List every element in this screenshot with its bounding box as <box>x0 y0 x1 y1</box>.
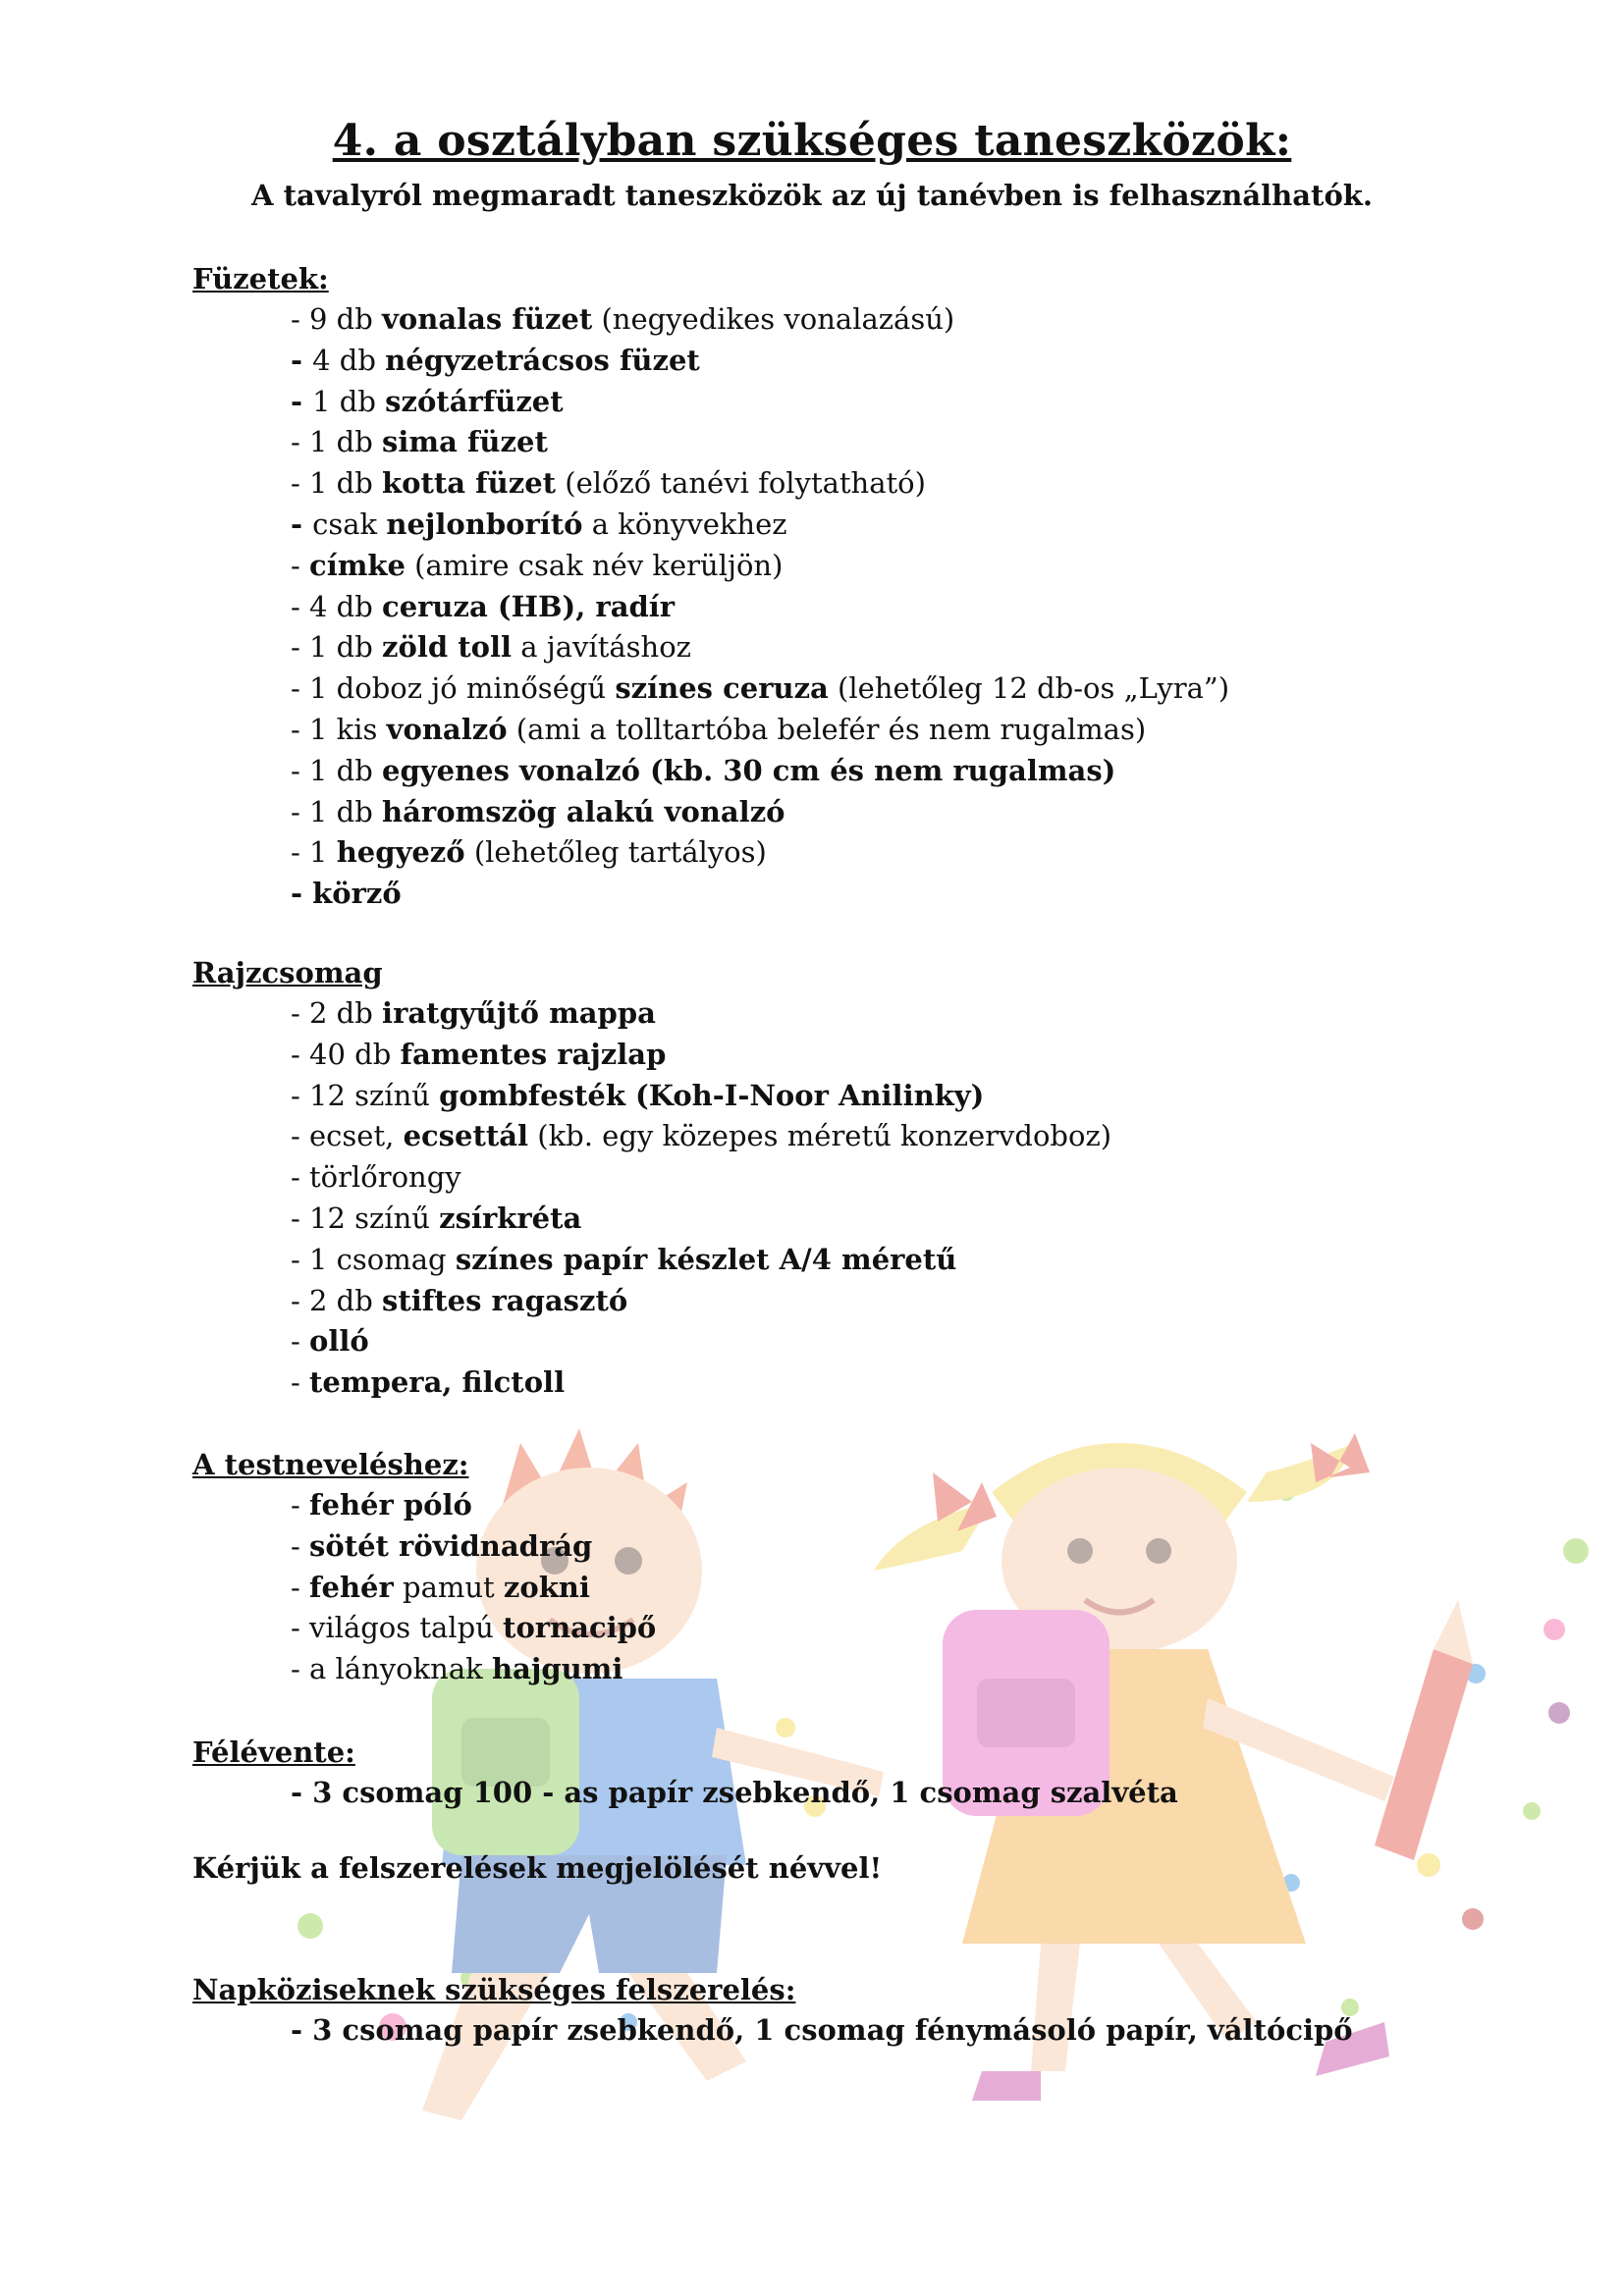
item-text: háromszög alakú vonalzó <box>382 794 785 828</box>
list-item <box>192 1568 1469 1609</box>
item-text: 1 db <box>312 384 386 418</box>
list-item <box>192 1321 1469 1362</box>
list-item <box>192 1199 1469 1240</box>
list-item <box>192 1157 1469 1199</box>
page-title: 4. a osztályban szükséges taneszközök: <box>332 116 1292 166</box>
item-text: tornacipő <box>503 1611 657 1645</box>
item-text: egyenes vonalzó (kb. 30 cm és nem rugalmas) <box>382 753 1116 787</box>
item-text: - világos talpú <box>291 1611 504 1645</box>
list-item <box>192 1485 1469 1526</box>
list-item <box>192 1116 1469 1157</box>
item-text: szótárfüzet <box>385 384 564 418</box>
item-text: - 3 csomag papír zsebkendő, 1 csomag fénymásoló papír, váltócipő <box>291 2013 1353 2047</box>
section-napkozis <box>192 1969 1469 2052</box>
item-text: - <box>291 1528 310 1563</box>
item-text: - 9 db <box>291 302 383 336</box>
item-text: stiftes ragasztó <box>382 1283 628 1317</box>
item-text: 4 db <box>312 343 386 377</box>
list-item <box>192 627 1469 668</box>
item-text: - <box>291 1570 310 1604</box>
item-text: a javításhoz <box>512 630 691 665</box>
item-list-napkozis <box>192 2010 1469 2052</box>
item-text: vonalzó <box>386 712 508 746</box>
item-text: kotta füzet <box>382 466 557 501</box>
list-item <box>192 1076 1469 1117</box>
list-item <box>192 1526 1469 1568</box>
item-text: (lehetőleg tartályos) <box>464 835 767 870</box>
item-text: - a lányoknak <box>291 1652 492 1686</box>
item-text: - 1 db <box>291 425 383 459</box>
item-text: - 1 db <box>291 753 383 787</box>
section-heading-rajzcsomag: Rajzcsomag <box>192 956 383 989</box>
item-text: - 1 db <box>291 630 383 665</box>
item-text: - 2 db <box>291 1283 383 1317</box>
item-text: - törlőrongy <box>291 1160 461 1195</box>
item-list-rajzcsomag <box>192 993 1469 1404</box>
item-text: iratgyűjtő mappa <box>382 996 656 1030</box>
list-item <box>192 1281 1469 1322</box>
item-text: (ami a tolltartóba belefér és nem rugalmas) <box>507 712 1147 746</box>
item-text: - <box>291 1488 310 1522</box>
list-item <box>192 1362 1469 1404</box>
item-text: (negyedikes vonalazású) <box>592 302 955 336</box>
section-rajzcsomag <box>192 952 1469 1404</box>
item-text: - 3 csomag 100 - as papír zsebkendő, 1 csomag szalvéta <box>291 1776 1178 1809</box>
item-text: színes ceruza <box>615 671 829 706</box>
item-text: ceruza (HB), radír <box>382 589 676 623</box>
list-item <box>192 2010 1469 2052</box>
list-item <box>192 792 1469 833</box>
list-item <box>192 587 1469 628</box>
list-item <box>192 832 1469 874</box>
item-text: olló <box>309 1324 369 1359</box>
list-item <box>192 299 1469 341</box>
item-text: - 4 db <box>291 589 383 623</box>
item-text: - ecset, <box>291 1119 404 1153</box>
item-text: - 40 db <box>291 1037 401 1071</box>
list-item <box>192 341 1469 382</box>
item-text: (lehetőleg 12 db-os „Lyra”) <box>828 671 1230 706</box>
list-item <box>192 1240 1469 1281</box>
item-text: - 12 színű <box>291 1078 440 1112</box>
item-text: tempera, filctoll <box>309 1365 566 1400</box>
item-text: fehér <box>309 1570 394 1604</box>
item-text: ecsettál <box>403 1119 529 1153</box>
list-item <box>192 751 1469 792</box>
item-list-testneveles <box>192 1485 1469 1690</box>
labeling-note: Kérjük a felszerelések megjelölését névvel! <box>192 1851 883 1885</box>
list-item <box>192 422 1469 463</box>
item-text: - körző <box>291 877 402 911</box>
list-item <box>192 505 1469 546</box>
list-item <box>192 1608 1469 1649</box>
section-heading-napkozis: Napköziseknek szükséges felszerelés: <box>192 1973 796 2006</box>
item-text: csak <box>312 507 387 541</box>
item-text: zsírkréta <box>439 1201 582 1235</box>
item-text: négyzetrácsos füzet <box>385 343 700 377</box>
list-item <box>192 993 1469 1035</box>
item-text: nejlonborító <box>386 507 583 541</box>
item-text: - <box>291 548 310 582</box>
item-text: hajgumi <box>491 1652 623 1686</box>
item-list-fuzetek <box>192 299 1469 915</box>
section-heading-testneveles: A testneveléshez: <box>192 1448 469 1481</box>
item-text: - 1 csomag <box>291 1242 456 1276</box>
list-item <box>192 1035 1469 1076</box>
list-item <box>192 710 1469 751</box>
item-text: hegyező <box>336 835 465 870</box>
list-item <box>192 463 1469 505</box>
item-text: - <box>291 1324 310 1359</box>
item-text: famentes rajzlap <box>400 1037 667 1071</box>
section-testneveles <box>192 1444 1469 1690</box>
item-text: zokni <box>503 1570 590 1604</box>
item-text: - 1 db <box>291 466 383 501</box>
item-text: a könyvekhez <box>582 507 787 541</box>
list-item <box>192 1773 1469 1814</box>
item-text: - <box>291 507 313 541</box>
item-text: - 1 db <box>291 794 383 828</box>
item-text: - 1 kis <box>291 712 387 746</box>
item-text: színes papír készlet A/4 méretű <box>455 1242 957 1276</box>
list-item <box>192 668 1469 710</box>
item-text: - 12 színű <box>291 1201 440 1235</box>
page-subtitle: A tavalyról megmaradt taneszközök az új tanévben is felhasználhatók. <box>251 179 1373 212</box>
item-text: vonalas füzet <box>382 302 593 336</box>
item-text: sötét rövidnadrág <box>309 1528 593 1563</box>
item-text: - <box>291 384 313 418</box>
item-text: - 1 <box>291 835 337 870</box>
section-felevente <box>192 1732 1469 1814</box>
list-item <box>192 874 1469 915</box>
section-heading-fuzetek: Füzetek: <box>192 262 329 295</box>
item-text: - <box>291 343 313 377</box>
item-text: címke <box>309 548 406 582</box>
item-text: - 1 doboz jó minőségű <box>291 671 616 706</box>
list-item <box>192 382 1469 423</box>
item-text: - <box>291 1365 310 1400</box>
item-text: (előző tanévi folytatható) <box>556 466 926 501</box>
item-text: pamut <box>393 1570 504 1604</box>
section-heading-felevente: Félévente: <box>192 1735 355 1769</box>
list-item <box>192 1649 1469 1690</box>
item-text: - 2 db <box>291 996 383 1030</box>
item-text: (kb. egy közepes méretű konzervdoboz) <box>528 1119 1112 1153</box>
item-text: gombfesték (Koh-I-Noor Anilinky) <box>439 1078 985 1112</box>
item-text: zöld toll <box>382 630 513 665</box>
section-fuzetek <box>192 258 1469 915</box>
item-list-felevente <box>192 1773 1469 1814</box>
item-text: sima füzet <box>382 425 548 459</box>
item-text: (amire csak név kerüljön) <box>405 548 784 582</box>
item-text: fehér póló <box>309 1488 472 1522</box>
list-item <box>192 546 1469 587</box>
